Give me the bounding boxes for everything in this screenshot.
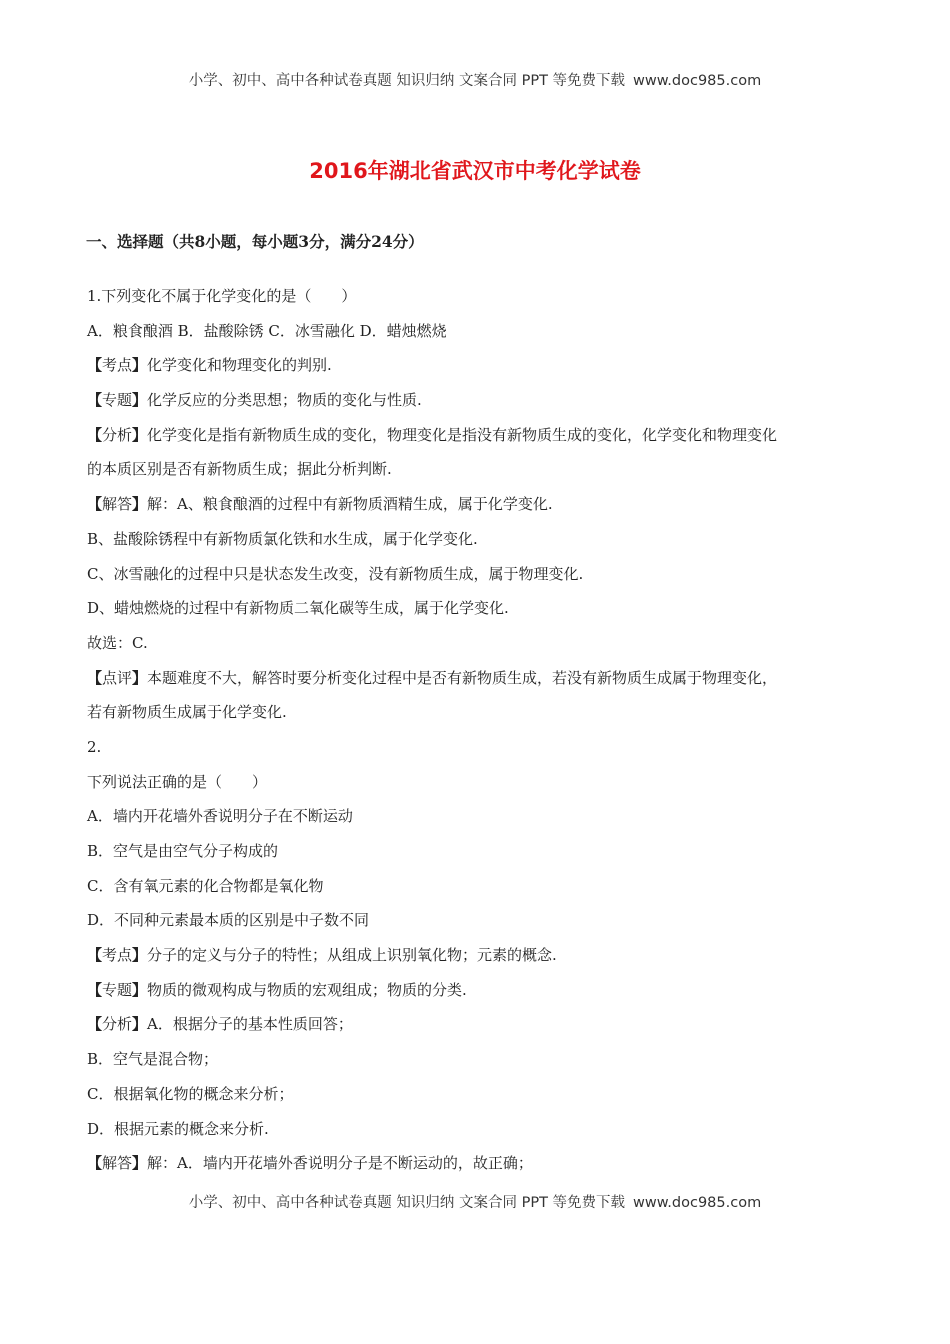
line-text: 故选：C. (87, 633, 148, 652)
text-line (87, 383, 867, 418)
line-text: 2. (87, 737, 102, 756)
line-text: A．根据分子的基本性质回答； (147, 1015, 353, 1034)
page-footer (0, 1191, 950, 1212)
line-text: D、蜡烛燃烧的过程中有新物质二氧化碳等生成，属于化学变化. (87, 599, 509, 618)
text-line (87, 487, 867, 522)
section-heading: 一、选择题（共8小题，每小题3分，满分24分） (86, 232, 424, 251)
line-text: 解：A．墙内开花墙外香说明分子是不断运动的，故正确； (147, 1154, 533, 1173)
line-text: D．不同种元素最本质的区别是中子数不同 (87, 911, 370, 930)
text-line (87, 314, 867, 349)
footer-text: 小学、初中、高中各种试卷真题 知识归纳 文案合同 PPT 等免费下载 (188, 1195, 626, 1211)
line-text: 化学变化是指有新物质生成的变化，物理变化是指没有新物质生成的变化，化学变化和物理变化 (147, 425, 778, 444)
line-text: 的本质区别是否有新物质生成；据此分析判断. (87, 460, 392, 479)
line-text: 化学变化和物理变化的判别. (147, 356, 332, 375)
text-line (87, 973, 867, 1008)
text-line (87, 522, 867, 557)
page-header (0, 69, 950, 90)
text-line (87, 591, 867, 626)
line-text: 解：A、粮食酿酒的过程中有新物质酒精生成，属于化学变化. (147, 495, 553, 514)
document-body (87, 279, 867, 1181)
header-url: www.doc985.com (633, 73, 762, 89)
text-line (87, 1146, 867, 1181)
section-tag: 【考点】 (87, 946, 148, 965)
text-line (87, 279, 867, 314)
line-text: A．墙内开花墙外香说明分子在不断运动 (87, 807, 353, 826)
section-tag: 【分析】 (87, 1015, 148, 1034)
line-text: B．空气是混合物； (87, 1050, 219, 1069)
text-line (87, 903, 867, 938)
text-line (87, 938, 867, 973)
line-text: A．粮食酿酒 B．盐酸除锈 C．冰雪融化 D．蜡烛燃烧 (87, 321, 447, 340)
text-line (87, 348, 867, 383)
text-line (87, 695, 867, 730)
line-text: C、冰雪融化的过程中只是状态发生改变，没有新物质生成，属于物理变化. (87, 564, 584, 583)
line-text: 1.下列变化不属于化学变化的是（ ） (87, 287, 357, 305)
document-title: 2016年湖北省武汉市中考化学试卷 (309, 159, 641, 183)
header-text: 小学、初中、高中各种试卷真题 知识归纳 文案合同 PPT 等免费下载 (188, 73, 626, 89)
line-text: B、盐酸除锈程中有新物质氯化铁和水生成，属于化学变化. (87, 529, 478, 548)
section-tag: 【分析】 (87, 425, 148, 444)
line-text: 化学反应的分类思想；物质的变化与性质. (147, 391, 422, 410)
text-line (87, 1112, 867, 1147)
section-tag: 【点评】 (87, 668, 148, 687)
line-text: 若有新物质生成属于化学变化. (87, 703, 287, 722)
text-line (87, 765, 867, 800)
text-line (87, 661, 867, 696)
line-text: 下列说法正确的是（ ） (87, 772, 268, 791)
text-line (87, 799, 867, 834)
line-text: C．含有氧元素的化合物都是氧化物 (87, 876, 324, 895)
text-line (87, 452, 867, 487)
line-text: 本题难度不大，解答时要分析变化过程中是否有新物质生成，若没有新物质生成属于物理变化， (147, 668, 778, 687)
text-line (87, 834, 867, 869)
line-text: 分子的定义与分子的特性；从组成上识别氧化物；元素的概念. (147, 946, 557, 965)
text-line (87, 869, 867, 904)
text-line (87, 1077, 867, 1112)
line-text: B．空气是由空气分子构成的 (87, 842, 279, 860)
text-line (87, 1007, 867, 1042)
footer-url: www.doc985.com (633, 1195, 762, 1211)
text-line (87, 418, 867, 453)
line-text: 物质的微观构成与物质的宏观组成；物质的分类. (147, 980, 467, 999)
text-line (87, 626, 867, 661)
text-line (87, 730, 867, 765)
section-tag: 【专题】 (87, 980, 148, 999)
section-tag: 【解答】 (87, 495, 148, 514)
text-line (87, 1042, 867, 1077)
section-tag: 【解答】 (87, 1154, 148, 1173)
text-line (87, 557, 867, 592)
line-text: C．根据氧化物的概念来分析； (87, 1084, 294, 1103)
line-text: D．根据元素的概念来分析. (87, 1119, 269, 1138)
section-tag: 【专题】 (87, 391, 148, 410)
section-tag: 【考点】 (87, 356, 148, 375)
